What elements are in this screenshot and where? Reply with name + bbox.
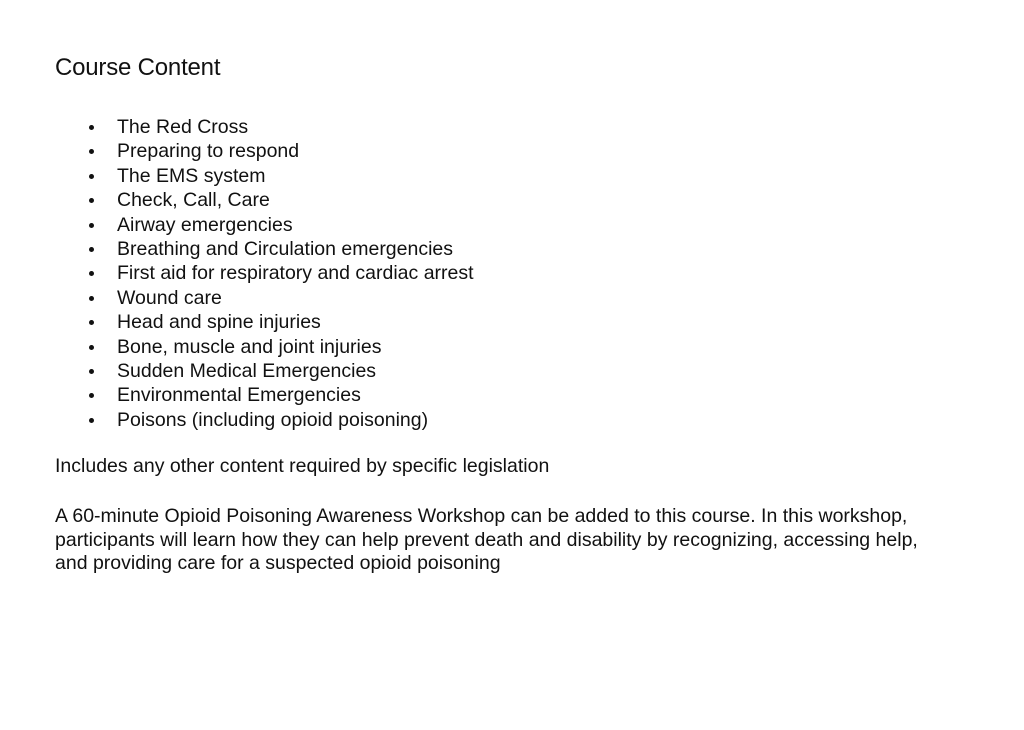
bullet-icon: [89, 296, 94, 301]
list-item: [80, 237, 474, 261]
list-item-label: First aid for respiratory and cardiac arrest: [117, 262, 474, 285]
page-title: Course Content: [55, 54, 221, 81]
list-item-label: Wound care: [117, 286, 222, 309]
list-item-label: Head and spine injuries: [117, 311, 321, 334]
list-item: [80, 139, 474, 163]
legislation-note: Includes any other content required by specific legislation: [55, 455, 550, 477]
bullet-icon: [89, 345, 94, 350]
list-item: [80, 164, 474, 188]
list-item-label: Preparing to respond: [117, 140, 300, 163]
list-item-label: The EMS system: [117, 164, 266, 187]
list-item: [80, 115, 474, 139]
list-item-label: Bone, muscle and joint injuries: [117, 335, 382, 358]
course-topics-list: [80, 115, 474, 432]
bullet-icon: [89, 393, 94, 398]
list-item: [80, 261, 474, 285]
workshop-line: and providing care for a suspected opioid poisoning: [55, 552, 501, 574]
list-item: [80, 335, 474, 359]
bullet-icon: [89, 198, 94, 203]
bullet-icon: [89, 369, 94, 374]
list-item: [80, 286, 474, 310]
list-item-label: The Red Cross: [117, 116, 249, 138]
workshop-line: participants will learn how they can help prevent death and disability by recognizing, accessing help,: [55, 528, 918, 551]
bullet-icon: [89, 223, 94, 228]
workshop-line: A 60-minute Opioid Poisoning Awareness Workshop can be added to this course. In this workshop,: [55, 505, 908, 527]
list-item-label: Check, Call, Care: [117, 189, 270, 212]
list-item-label: Sudden Medical Emergencies: [117, 359, 377, 382]
bullet-icon: [89, 271, 94, 276]
list-item-label: Breathing and Circulation emergencies: [117, 237, 454, 260]
list-item: [80, 188, 474, 212]
bullet-icon: [89, 149, 94, 154]
list-item-label: Poisons (including opioid poisoning): [117, 408, 429, 431]
bullet-icon: [89, 418, 94, 423]
workshop-paragraph: [55, 505, 1005, 576]
bullet-icon: [89, 320, 94, 325]
bullet-icon: [89, 174, 94, 179]
list-item-label: Airway emergencies: [117, 213, 293, 236]
bullet-icon: [89, 125, 94, 130]
bullet-icon: [89, 247, 94, 252]
list-item: [80, 383, 474, 407]
list-item: [80, 310, 474, 334]
list-item: [80, 359, 474, 383]
list-item-label: Environmental Emergencies: [117, 384, 361, 407]
list-item: [80, 408, 474, 432]
list-item: [80, 213, 474, 237]
